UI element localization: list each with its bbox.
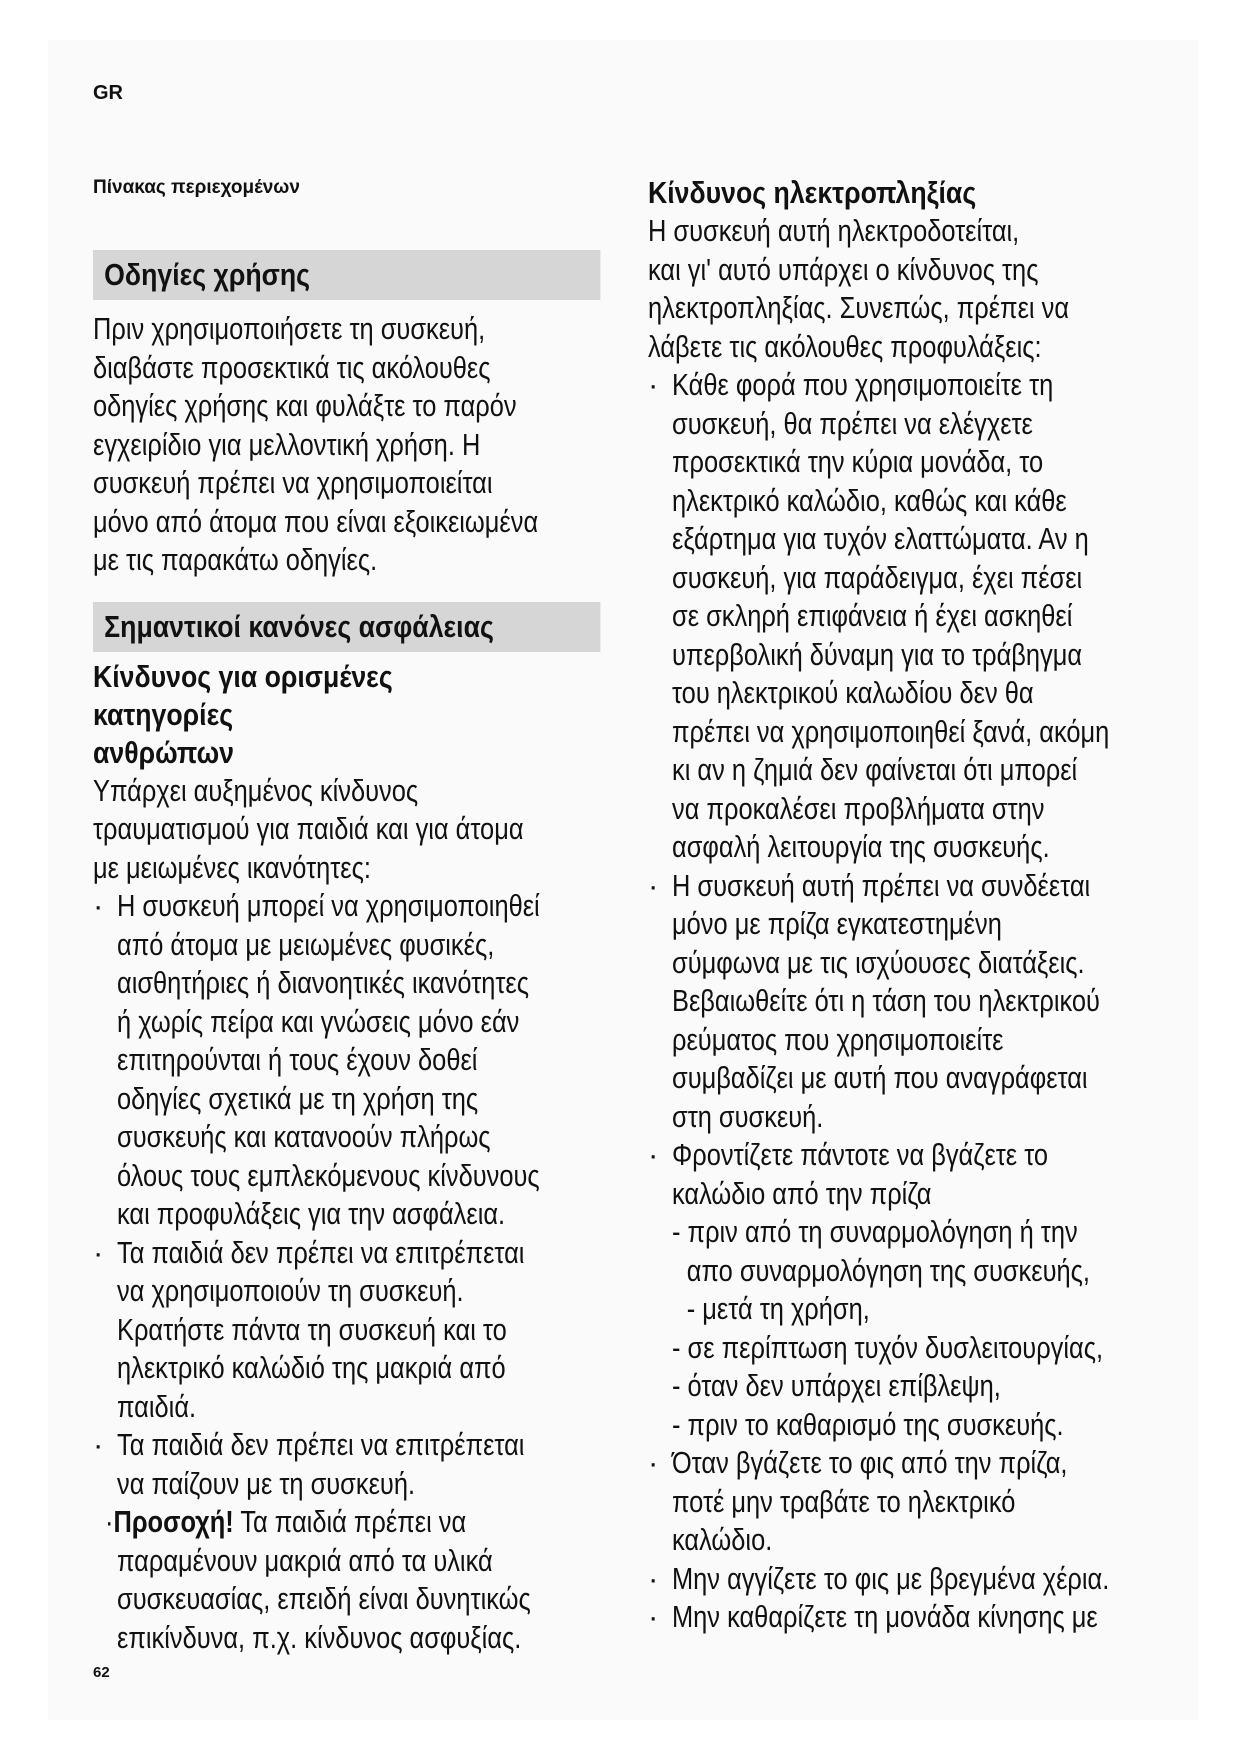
dash-line [672,1290,1071,1329]
text-line: παραμένουν μακριά από τα υλικά [117,1542,493,1578]
text-line: με μειωμένες ικανότητες: [93,849,371,885]
text-line: οδηγίες σχετικά με τη χρήση της [117,1080,479,1116]
bullet-mark: · [93,888,104,923]
text-line: από άτομα με μειωμένες φυσικές, [117,926,495,962]
text-line: στη συσκευή. [672,1098,824,1134]
text-line: συσκευή πρέπει να χρησιμοποιείται [93,465,493,500]
page-number: 62 [93,1664,110,1681]
dash-line [672,1406,1071,1445]
bullet-item [648,1598,1158,1637]
text-line: Φροντίζετε πάντοτε να βγάζετε το [672,1137,1049,1172]
text-line: Μην αγγίζετε το φις με βρεγμένα χέρια. [672,1560,1110,1596]
text-line: διαβάστε προσεκτικά τις ακόλουθες [93,349,491,385]
text-line: εξάρτημα για τυχόν ελαττώματα. Αν η [672,521,1089,556]
dash-text: μετά τη χρήση, [702,1291,870,1326]
text-line: και προφυλάξεις για την ασφάλεια. [117,1196,506,1231]
text-line: ηλεκτρικό καλώδιο, καθώς και κάθε [672,482,1067,518]
text-line: μόνο από άτομα που είναι εξοικειωμένα [93,503,539,539]
bullet-item [648,366,1158,867]
text-line: συσκευής και κατανοούν πλήρως [117,1119,491,1154]
section-heading-safety: Σημαντικοί κανόνες ασφάλειας [93,602,600,652]
text-line: κι αν η ζημιά δεν φαίνεται ότι μπορεί [672,752,1078,787]
bullet-item [648,1560,1158,1599]
text-line: με τις παρακάτω οδηγίες. [93,542,378,577]
text-line: σε σκληρή επιφάνεια ή έχει ασκηθεί [672,598,1073,633]
text-line: σύμφωνα με τις ισχύουσες διατάξεις. [672,944,1085,980]
text-line: Πριν χρησιμοποιήσετε τη συσκευή, [93,311,486,346]
text-line: όλους τους εμπλεκόμενους κίνδυνους [117,1157,540,1193]
subheading-line: Κίνδυνος για ορισμένες κατηγορίες [93,658,393,732]
text-line: ηλεκτρικό καλώδιό της μακριά από [117,1350,506,1385]
dash-line [672,1367,1071,1406]
text-line: συσκευή, θα πρέπει να ελέγχετε [672,405,1033,441]
subheading-risk-groups [93,658,603,772]
dash-item [648,1213,1158,1290]
dash-mark: - [672,1368,688,1403]
text-line: του ηλεκτρικού καλωδίου δεν θα [672,675,1034,710]
text-line: υπερβολική δύναμη για το τράβηγμα [672,636,1083,672]
bullet-item [648,1136,1158,1213]
caution-first-line [105,1503,513,1542]
dash-mark: - [672,1329,688,1365]
text-line: καλώδιο από την πρίζα [672,1175,932,1211]
dash-item [648,1367,1158,1406]
dash-item [648,1406,1158,1445]
dash-text: όταν δεν υπάρχει επίβλεψη, [687,1368,1001,1403]
text-line: εγχειρίδιο για μελλοντική χρήση. Η [93,426,481,462]
text-line: αισθητήριες ή διανοητικές ικανότητες [117,965,529,1000]
bullet-mark: · [648,1560,659,1596]
dash-text: πριν το καθαρισμό της συσκευής. [687,1406,1064,1442]
caution-item [93,1503,603,1657]
text-line: μόνο με πρίζα εγκατεστημένη [672,906,1002,941]
text-line: επιτηρούνται ή τους έχουν δοθεί [117,1042,478,1077]
text-line: Τα παιδιά δεν πρέπει να επιτρέπεται [117,1234,525,1270]
electric-shock-paragraph [648,212,1158,366]
text-line: ηλεκτροπληξίας. Συνεπώς, πρέπει να [648,290,1070,325]
text-line: επικίνδυνα, π.χ. κίνδυνος ασφυξίας. [117,1619,522,1655]
text-line: συμβαδίζει με αυτή που αναγράφεται [672,1060,1088,1095]
text-line: Κάθε φορά που χρησιμοποιείτε τη [672,367,1054,402]
text-line: Όταν βγάζετε το φις από την πρίζα, [672,1445,1068,1480]
bullet-mark: · [93,1234,104,1270]
risk-groups-paragraph [93,772,603,888]
toc-link[interactable]: Πίνακας περιεχομένων [93,177,300,198]
text-line: ασφαλή λειτουργία της συσκευής. [672,829,1050,864]
dash-line [672,1329,1104,1368]
text-line: απο συναρμολόγηση της συσκευής, [686,1252,1090,1288]
right-column [648,174,1158,1637]
bullet-item [93,1234,603,1427]
left-column [93,250,603,1657]
subheading-electric-shock: Κίνδυνος ηλεκτροπληξίας [648,175,977,210]
dash-mark: - [672,1214,688,1249]
dash-text: πριν από τη συναρμολόγηση ή την [687,1214,1078,1249]
dash-mark: - [686,1291,703,1326]
dash-mark: - [672,1406,688,1442]
bullet-mark: · [648,1599,659,1634]
text-line: ποτέ μην τραβάτε το ηλεκτρικό [672,1483,1016,1519]
text-line: καλώδιο. [672,1522,773,1557]
text-line: λάβετε τις ακόλουθες προφυλάξεις: [648,328,1042,364]
text-line: συσκευή, για παράδειγμα, έχει πέσει [672,559,1083,595]
intro-paragraph [93,310,603,580]
text-line: Η συσκευή αυτή ηλεκτροδοτείται, [648,213,1020,248]
text-line: ρεύματος που χρησιμοποιείτε [672,1021,1004,1057]
text-line: συσκευασίας, επειδή είναι δυνητικώς [117,1581,531,1616]
bullet-mark: · [648,867,659,903]
text-line: Τα παιδιά δεν πρέπει να επιτρέπεται [117,1427,525,1462]
bullet-item [93,1426,603,1503]
bullet-item [93,887,603,1234]
bullet-mark: · [105,1504,114,1539]
bullet-item [648,1444,1158,1560]
section-heading-instructions: Οδηγίες χρήσης [93,250,600,300]
text-line: Η συσκευή μπορεί να χρησιμοποιηθεί [117,888,540,923]
bullet-mark: · [648,1445,659,1480]
bullet-mark: · [93,1427,104,1462]
bullet-mark: · [648,1137,659,1172]
dash-line [672,1213,1078,1252]
text-line: οδηγίες χρήσης και φυλάξτε το παρόν [93,388,517,423]
text-line: παιδιά. [117,1388,197,1424]
text-line: Η συσκευή αυτή πρέπει να συνδέεται [672,867,1091,903]
text-line: Κρατήστε πάντα τη συσκευή και το [117,1311,507,1347]
text-line: πρέπει να χρησιμοποιηθεί ξανά, ακόμη [672,713,1110,749]
text-line: να παίζουν με τη συσκευή. [117,1465,416,1501]
text-line: να χρησιμοποιούν τη συσκευή. [117,1273,464,1308]
text-line: Υπάρχει αυξημένος κίνδυνος [93,772,419,808]
dash-item [648,1290,1158,1329]
dash-text: σε περίπτωση τυχόν δυσλειτουργίας, [687,1329,1104,1365]
caution-text: Τα παιδιά πρέπει να [233,1504,467,1539]
text-line: ή χωρίς πείρα και γνώσεις μόνο εάν [117,1003,520,1039]
text-line: Βεβαιωθείτε ότι η τάση του ηλεκτρικού [672,983,1100,1018]
text-line: τραυματισμού για παιδιά και για άτομα [93,811,524,846]
text-line: προσεκτικά την κύρια μονάδα, το [672,444,1044,479]
bullet-item [648,867,1158,1137]
language-code: GR [93,82,123,104]
caution-label: Προσοχή! [113,1504,234,1539]
text-line: και γι' αυτό υπάρχει ο κίνδυνος της [648,251,1039,287]
text-line: να προκαλέσει προβλήματα στην [672,790,1045,826]
subheading-line: ανθρώπων [93,734,234,770]
bullet-mark: · [648,367,659,402]
dash-item [648,1329,1158,1368]
text-line: Μην καθαρίζετε τη μονάδα κίνησης με [672,1599,1098,1634]
